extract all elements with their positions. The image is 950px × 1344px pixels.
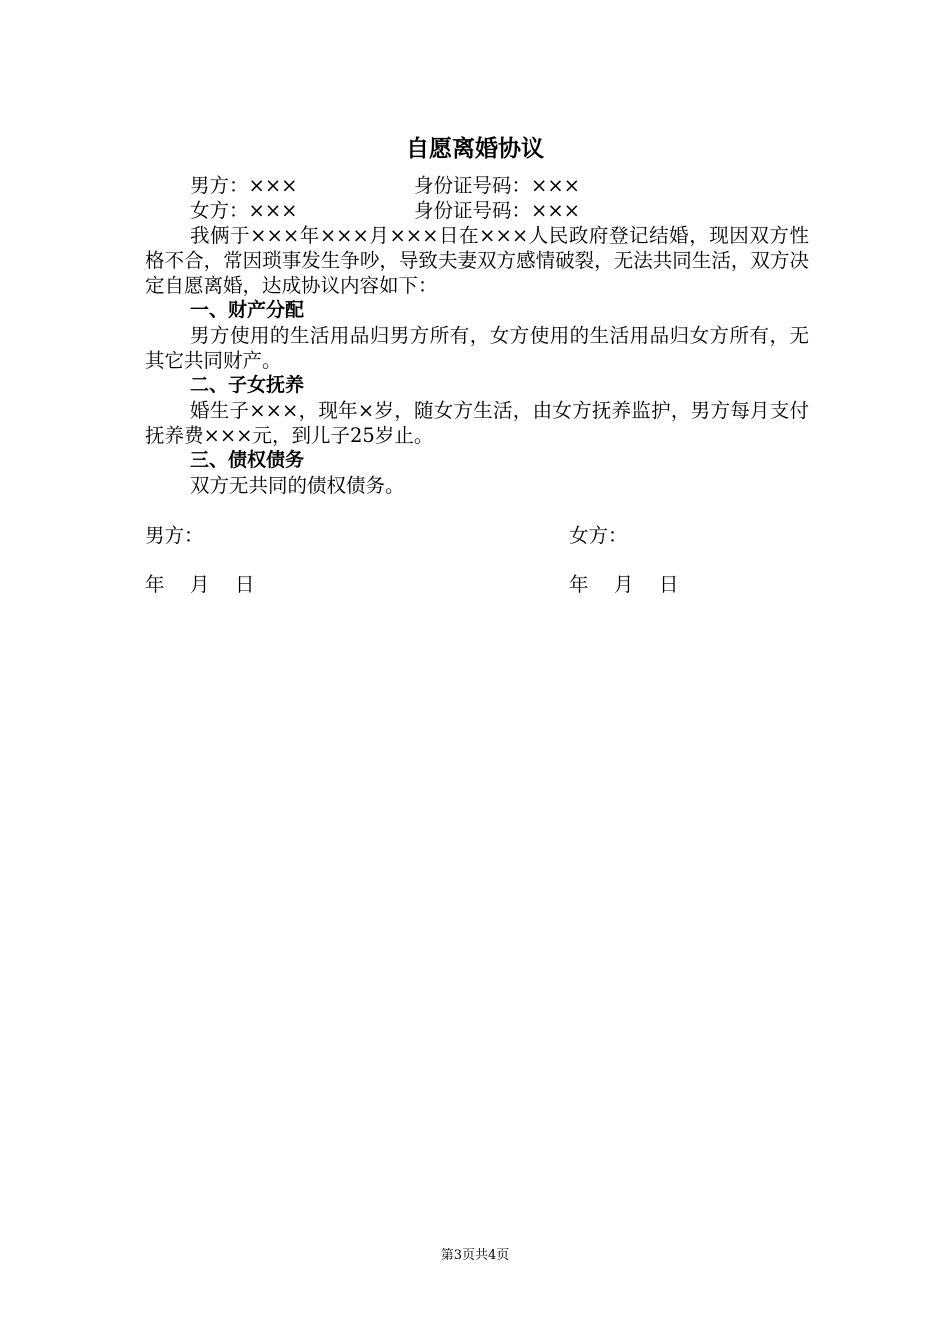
section-text-debts: 双方无共同的债权债务。	[190, 474, 405, 497]
party-male-id: 身份证号码：×××	[414, 174, 581, 197]
section-heading-children: 二、子女抚养	[190, 374, 305, 396]
intro-paragraph: 我俩于×××年×××月×××日在×××人民政府登记结婚，现因双方性格不合，常因琐事发生争吵，导致夫妻双方感情破裂，无法共同生活，双方决定自愿离婚，达成协议内容如下：	[145, 224, 809, 297]
party-female-id: 身份证号码：×××	[414, 199, 581, 222]
page-number-footer: 第3页共4页	[440, 1248, 510, 1263]
signature-female-date	[569, 572, 679, 598]
document-body	[145, 173, 809, 498]
signature-male-date	[145, 572, 255, 598]
date-day: 日	[235, 573, 255, 596]
section-text-children: 婚生子×××，现年×岁，随女方生活，由女方抚养监护，男方每月支付抚养费×××元，到儿子25岁止。	[145, 399, 809, 447]
date-year: 年	[145, 573, 165, 596]
date-day: 日	[659, 573, 679, 596]
section-heading-property: 一、财产分配	[190, 299, 305, 321]
date-year: 年	[569, 573, 589, 596]
party-male-row	[145, 173, 809, 198]
date-month: 月	[614, 573, 634, 596]
section-text-property: 男方使用的生活用品归男方所有，女方使用的生活用品归女方所有，无其它共同财产。	[145, 324, 809, 372]
party-female-row	[145, 198, 809, 223]
section-heading-debts: 三、债权债务	[190, 449, 305, 471]
party-female-label: 女方：×××	[190, 199, 298, 222]
document-title: 自愿离婚协议	[406, 136, 544, 162]
date-month: 月	[190, 573, 210, 596]
party-male-label: 男方：×××	[190, 174, 298, 197]
signature-male-label: 男方：	[145, 524, 204, 547]
signature-female-label: 女方：	[569, 524, 628, 547]
